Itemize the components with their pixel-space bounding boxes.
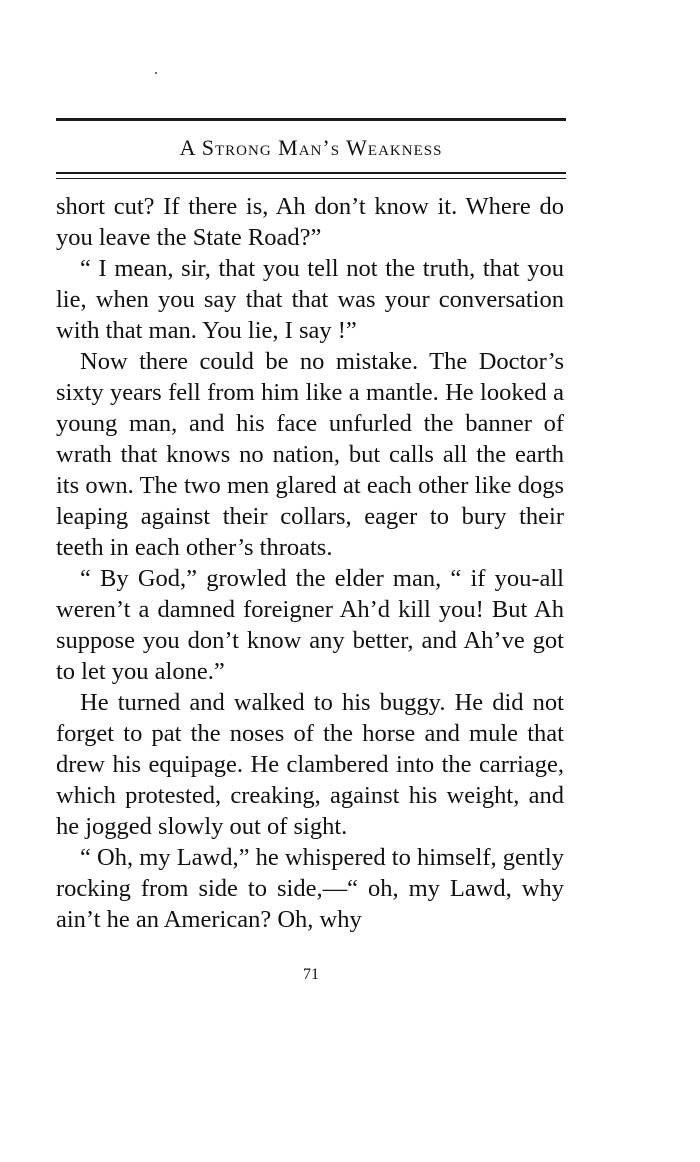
header-rule-top — [56, 118, 566, 121]
paragraph-continuation: short cut? If there is, Ah don’t know it. Where do you leave the State Road?” — [56, 193, 564, 251]
paragraph: “ I mean, sir, that you tell not the truth, that you lie, when you say that that was your conversation with that man. You lie, I say !” — [56, 255, 564, 344]
paragraph: “ Oh, my Lawd,” he whispered to himself, gently rocking from side to side,—“ oh, my Lawd, why ain’t he an American? Oh, why — [56, 844, 564, 933]
running-head: A Strong Man’s Weakness — [179, 135, 443, 160]
paragraph: “ By God,” growled the elder man, “ if you-all weren’t a damned foreigner Ah’d kill you! But Ah suppose you don’t know any better, and Ah’ve got to let you alone.” — [56, 565, 564, 685]
page-number: 71 — [303, 966, 319, 983]
paragraph: He turned and walked to his buggy. He did not forget to pat the noses of the horse and mule that drew his equipage. He clambered into the carriage, which protested, creaking, against his weight, and he jogged slowly out of sight. — [56, 689, 564, 840]
paper-speck — [155, 72, 157, 74]
paragraph: Now there could be no mistake. The Doctor’s sixty years fell from him like a mantle. He looked a young man, and his face unfurled the banner of wrath that knows no nation, but calls all the earth its own. The two men glared at each other like dogs leaping against their collars, eager to bury their teeth in each other’s throats. — [56, 348, 564, 561]
header-rule-bottom-thin — [56, 178, 566, 179]
header-rule-bottom — [56, 172, 566, 174]
body-text — [56, 191, 564, 935]
